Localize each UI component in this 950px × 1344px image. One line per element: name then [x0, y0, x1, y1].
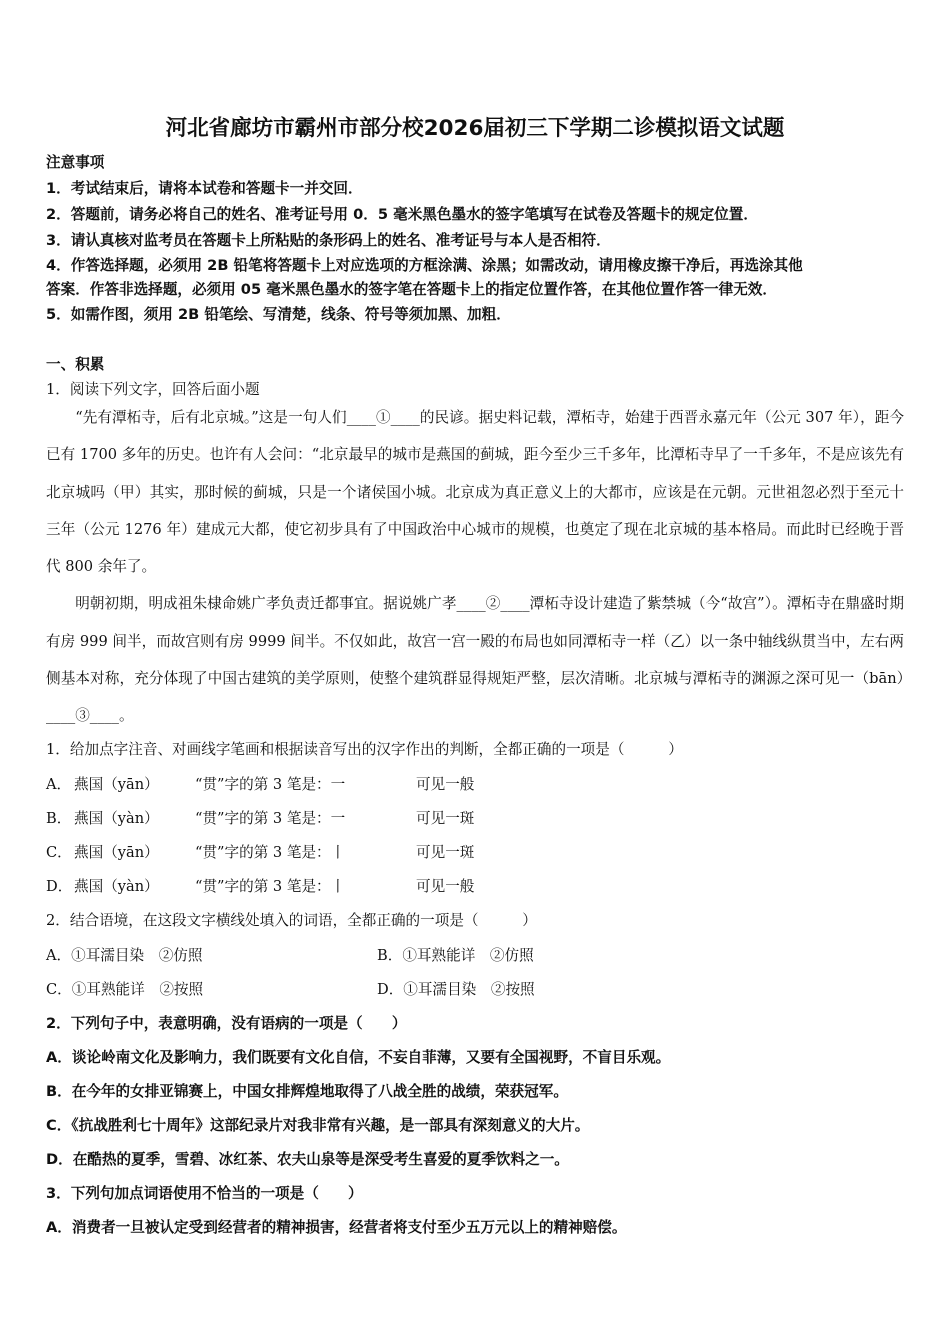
question-3-stem: 3．下列句加点词语使用不恰当的一项是（ ） [46, 1185, 363, 1202]
q2-option-b: B．在今年的女排亚锦赛上，中国女排辉煌地取得了八战全胜的战绩，荣获冠军。 [46, 1083, 568, 1100]
passage-paragraph-1: “先有潭柘寺，后有北京城。”这是一句人们____①____的民谚。据史料记载，潭柘寺，始建于西晋永嘉元年（公元 307 年），距今已有 1700 多年的历史。也许有人会问：“北京最早的城市是燕国的蓟城，距今至少三千多年，比潭柘寺早了一千多年，不是应该先有北京城吗（甲）其实，那时候的蓟城，只是一个诸侯国小城。北京成为真正意义上的大都市，应该是在元朝。元世祖忽必烈于至元十三年（公元 1276 年）建成元大都，使它初步具有了中国政治中心城市的规模，也奠定了现在北京城的基本格局。而此时已经晚于晋代 800 余年了。 [46, 409, 904, 576]
section-heading: 一、积累 [46, 356, 105, 373]
sub1-option-b-label: B． [46, 810, 72, 827]
notice-item-3: 3．请认真核对监考员在答题卡上所粘贴的条形码上的姓名、准考证号与本人是否相符． [46, 232, 611, 249]
q2-option-d: D．在酷热的夏季，雪碧、冰红茶、农夫山泉等是深受考生喜爱的夏季饮料之一。 [46, 1151, 569, 1168]
sub-question-2-stem: 2．结合语境，在这段文字横线处填入的词语，全都正确的一项是（ ） [46, 912, 537, 929]
question-1-intro: 1．阅读下列文字，回答后面小题 [46, 381, 260, 398]
sub1-option-a-pinyin: 燕国（yān） [74, 776, 159, 793]
sub1-option-a-stroke: “贯”字的第 3 笔是：一 [195, 776, 346, 793]
sub-question-1-stem: 1．给加点字注音、对画线字笔画和根据读音写出的汉字作出的判断，全都正确的一项是（ ） [46, 741, 683, 758]
q2-option-c: C．《抗战胜利七十周年》这部纪录片对我非常有兴趣，是一部具有深刻意义的大片。 [46, 1117, 590, 1134]
notice-heading: 注意事项 [46, 154, 105, 171]
sub1-option-d-stroke: “贯”字的第 3 笔是：丨 [195, 878, 346, 895]
sub1-option-d-pinyin: 燕国（yàn） [74, 878, 159, 895]
sub1-option-c-stroke: “贯”字的第 3 笔是：丨 [195, 844, 346, 861]
sub2-option-c: C．①耳熟能详 ②按照 [46, 981, 204, 998]
q2-option-a: A．谈论岭南文化及影响力，我们既要有文化自信，不妄自菲薄，又要有全国视野，不盲目乐观。 [46, 1049, 671, 1066]
sub1-option-b-stroke: “贯”字的第 3 笔是：一 [195, 810, 346, 827]
notice-item-1: 1．考试结束后，请将本试卷和答题卡一并交回． [46, 180, 363, 197]
sub1-option-b-word: 可见一斑 [416, 810, 475, 827]
sub1-option-d-word: 可见一般 [416, 878, 475, 895]
sub1-option-a-word: 可见一般 [416, 776, 475, 793]
notice-item-4: 4．作答选择题，必须用 2B 铅笔将答题卡上对应选项的方框涂满、涂黑；如需改动，请用橡皮擦干净后，再选涂其他 [46, 257, 803, 274]
reading-passage [46, 399, 904, 735]
sub1-option-c-pinyin: 燕国（yān） [74, 844, 159, 861]
notice-item-4-cont: 答案．作答非选择题，必须用 05 毫米黑色墨水的签字笔在答题卡上的指定位置作答，在其他位置作答一律无效． [46, 281, 777, 298]
sub1-option-d-label: D． [46, 878, 73, 895]
sub2-option-b: B．①耳熟能详 ②仿照 [377, 947, 534, 964]
page-title: 河北省廊坊市霸州市部分校2026届初三下学期二诊模拟语文试题 [165, 116, 785, 141]
passage-paragraph-2: 明朝初期，明成祖朱棣命姚广孝负责迁都事宜。据说姚广孝____②____潭柘寺设计建造了紫禁城（今“故宫”）。潭柘寺在鼎盛时期有房 999 间半，而故宫则有房 9999 间半。不仅如此，故宫一宫一殿的布局也如同潭柘寺一样（乙）以一条中轴线纵贯当中，左右两侧基本对称，充分体现了中国古建筑的美学原则，使整个建筑群显得规矩严整，层次清晰。北京城与潭柘寺的渊源之深可见一（bān）____③____。 [46, 595, 904, 725]
q3-option-a: A．消费者一旦被认定受到经营者的精神损害，经营者将支付至少五万元以上的精神赔偿。 [46, 1219, 627, 1236]
sub2-option-a: A．①耳濡目染 ②仿照 [46, 947, 203, 964]
sub2-option-d: D．①耳濡目染 ②按照 [377, 981, 535, 998]
sub1-option-c-label: C． [46, 844, 72, 861]
notice-item-5: 5．如需作图，须用 2B 铅笔绘、写清楚，线条、符号等须加黑、加粗． [46, 306, 511, 323]
sub1-option-a-label: A． [46, 776, 72, 793]
sub1-option-b-pinyin: 燕国（yàn） [74, 810, 159, 827]
sub1-option-c-word: 可见一斑 [416, 844, 475, 861]
question-2-stem: 2．下列句子中，表意明确，没有语病的一项是（ ） [46, 1015, 407, 1032]
notice-item-2: 2．答题前，请务必将自己的姓名、准考证号用 0．5 毫米黑色墨水的签字笔填写在试卷及答题卡的规定位置． [46, 206, 758, 223]
